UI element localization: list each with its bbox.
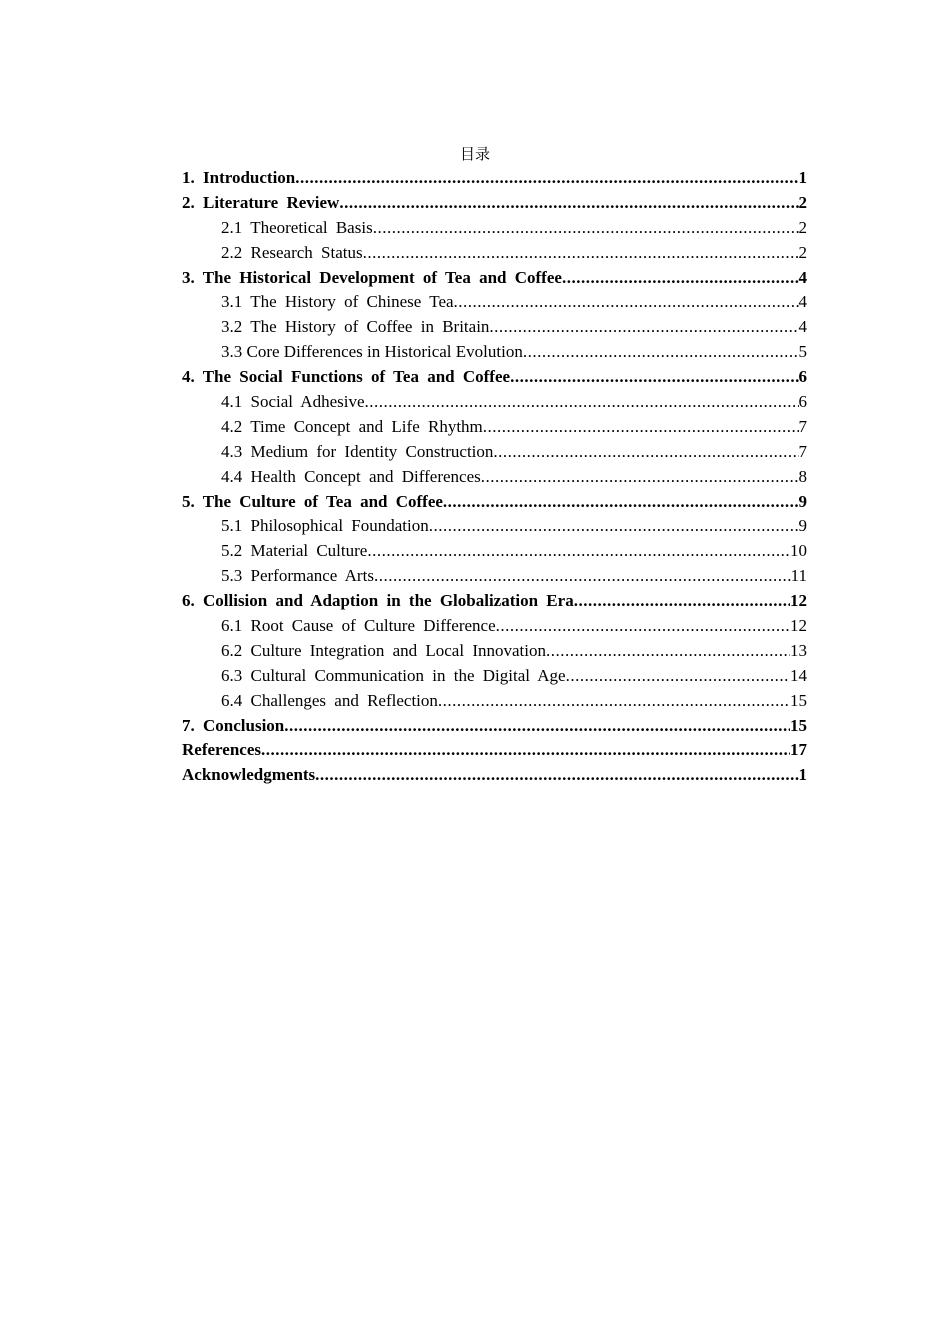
toc-page-number: 5 <box>798 342 807 362</box>
dot-leader <box>443 490 799 515</box>
dot-leader <box>339 191 798 216</box>
toc-page-number: 12 <box>790 591 807 611</box>
toc-entry-text: 4.3 Medium for Identity Construction <box>221 441 494 461</box>
toc-entry-material-culture[interactable] <box>182 539 807 564</box>
dot-leader <box>363 241 799 266</box>
toc-page-number: 15 <box>790 715 807 735</box>
toc-entry-performance-arts[interactable] <box>182 564 807 589</box>
toc-entry-introduction[interactable] <box>182 166 807 191</box>
toc-entry-text: References <box>182 740 261 760</box>
dot-leader <box>315 763 798 788</box>
toc-entry-text: 4.4 Health Concept and Differences <box>221 466 481 486</box>
toc-page-number: 11 <box>790 566 807 586</box>
toc-entry-text: Acknowledgments <box>182 765 316 785</box>
toc-entry-culture[interactable] <box>182 490 807 515</box>
dot-leader <box>365 390 799 415</box>
dot-leader <box>483 415 799 440</box>
toc-entry-text: 3. The Historical Development of Tea and Coffee <box>182 267 562 287</box>
toc-entry-text: 5. The Culture of Tea and Coffee <box>182 491 443 511</box>
toc-entry-text: 2.2 Research Status <box>221 242 363 262</box>
toc-entry-digital-age[interactable] <box>182 664 807 689</box>
toc-page-number: 7 <box>798 441 807 461</box>
toc-entry-text: 4.1 Social Adhesive <box>221 392 365 412</box>
toc-entry-culture-integration[interactable] <box>182 639 807 664</box>
dot-leader <box>489 315 798 340</box>
toc-entry-history-coffee-britain[interactable] <box>182 315 807 340</box>
toc-entry-philosophical-foundation[interactable] <box>182 514 807 539</box>
dot-leader <box>562 266 799 291</box>
dot-leader <box>438 689 790 714</box>
toc-page-number: 4 <box>798 292 807 312</box>
toc-entry-theoretical-basis[interactable] <box>182 216 807 241</box>
dot-leader <box>510 365 798 390</box>
dot-leader <box>574 589 790 614</box>
toc-entry-text: 6.4 Challenges and Reflection <box>221 690 438 710</box>
toc-page-number: 13 <box>790 640 807 660</box>
toc-page-number: 1 <box>798 168 807 187</box>
toc-entry-text: 4. The Social Functions of Tea and Coffee <box>182 367 511 387</box>
toc-page-number: 6 <box>798 367 807 387</box>
toc-entry-social-functions[interactable] <box>182 365 807 390</box>
toc-entry-challenges-reflection[interactable] <box>182 689 807 714</box>
toc-page-number: 12 <box>790 616 807 636</box>
toc-entry-research-status[interactable] <box>182 241 807 266</box>
toc-page-number: 7 <box>798 416 807 436</box>
toc-entry-collision-adaption[interactable] <box>182 589 807 614</box>
toc-entry-conclusion[interactable] <box>182 714 807 739</box>
dot-leader <box>295 166 798 191</box>
toc-entry-text: 7. Conclusion <box>182 715 285 735</box>
dot-leader <box>454 290 799 315</box>
toc-entry-core-differences[interactable] <box>182 340 807 365</box>
toc-entry-text: 5.1 Philosophical Foundation <box>221 516 429 536</box>
toc-entry-literature-review[interactable] <box>182 191 807 216</box>
toc-page-number: 4 <box>798 317 807 337</box>
toc-entry-acknowledgments[interactable] <box>182 763 807 788</box>
dot-leader <box>523 340 799 365</box>
toc-page-number: 2 <box>798 242 807 262</box>
toc-entry-text: 6. Collision and Adaption in the Globalization Era <box>182 591 574 611</box>
dot-leader <box>429 514 799 539</box>
dot-leader <box>284 714 790 739</box>
toc-page-number: 2 <box>798 192 807 212</box>
toc-entry-social-adhesive[interactable] <box>182 390 807 415</box>
dot-leader <box>373 216 799 241</box>
toc-entry-text: 6.2 Culture Integration and Local Innovation <box>221 640 546 660</box>
toc-entry-text: 2.1 Theoretical Basis <box>221 217 373 237</box>
table-of-contents <box>182 166 807 788</box>
toc-page-number: 6 <box>798 392 807 412</box>
toc-page-number: 4 <box>798 267 807 287</box>
toc-entry-historical-development[interactable] <box>182 266 807 291</box>
toc-entry-text: 6.3 Cultural Communication in the Digital Age <box>221 665 566 685</box>
toc-entry-text: 4.2 Time Concept and Life Rhythm <box>221 416 483 436</box>
toc-entry-text: 3.2 The History of Coffee in Britain <box>221 317 490 337</box>
toc-entry-text: 2. Literature Review <box>182 192 340 212</box>
toc-entry-references[interactable] <box>182 738 807 763</box>
toc-page-number: 8 <box>798 466 807 486</box>
toc-entry-root-cause[interactable] <box>182 614 807 639</box>
toc-page-number: 15 <box>790 690 807 710</box>
toc-entry-text: 5.3 Performance Arts <box>221 566 374 586</box>
toc-entry-history-chinese-tea[interactable] <box>182 290 807 315</box>
toc-title: 目录 <box>459 145 490 163</box>
dot-leader <box>374 564 791 589</box>
toc-page-number: 9 <box>798 491 807 511</box>
dot-leader <box>261 738 790 763</box>
toc-entry-health-concept[interactable] <box>182 465 807 490</box>
toc-entry-text: 3.1 The History of Chinese Tea <box>221 292 454 312</box>
dot-leader <box>496 614 790 639</box>
dot-leader <box>481 465 799 490</box>
toc-page-number: 17 <box>790 740 807 760</box>
toc-entry-time-concept[interactable] <box>182 415 807 440</box>
toc-page-number: 10 <box>790 541 807 561</box>
toc-page-number: 1 <box>798 765 807 785</box>
toc-page-number: 14 <box>790 665 807 685</box>
dot-leader <box>367 539 790 564</box>
toc-page-number: 9 <box>798 516 807 536</box>
dot-leader <box>566 664 790 689</box>
toc-entry-text: 1. Introduction <box>182 168 296 187</box>
toc-entry-text: 3.3 Core Differences in Historical Evolution <box>221 342 523 362</box>
dot-leader <box>546 639 790 664</box>
toc-entry-text: 5.2 Material Culture <box>221 541 368 561</box>
toc-entry-identity-construction[interactable] <box>182 440 807 465</box>
dot-leader <box>493 440 798 465</box>
toc-entry-text: 6.1 Root Cause of Culture Difference <box>221 616 496 636</box>
toc-page-number: 2 <box>798 217 807 237</box>
